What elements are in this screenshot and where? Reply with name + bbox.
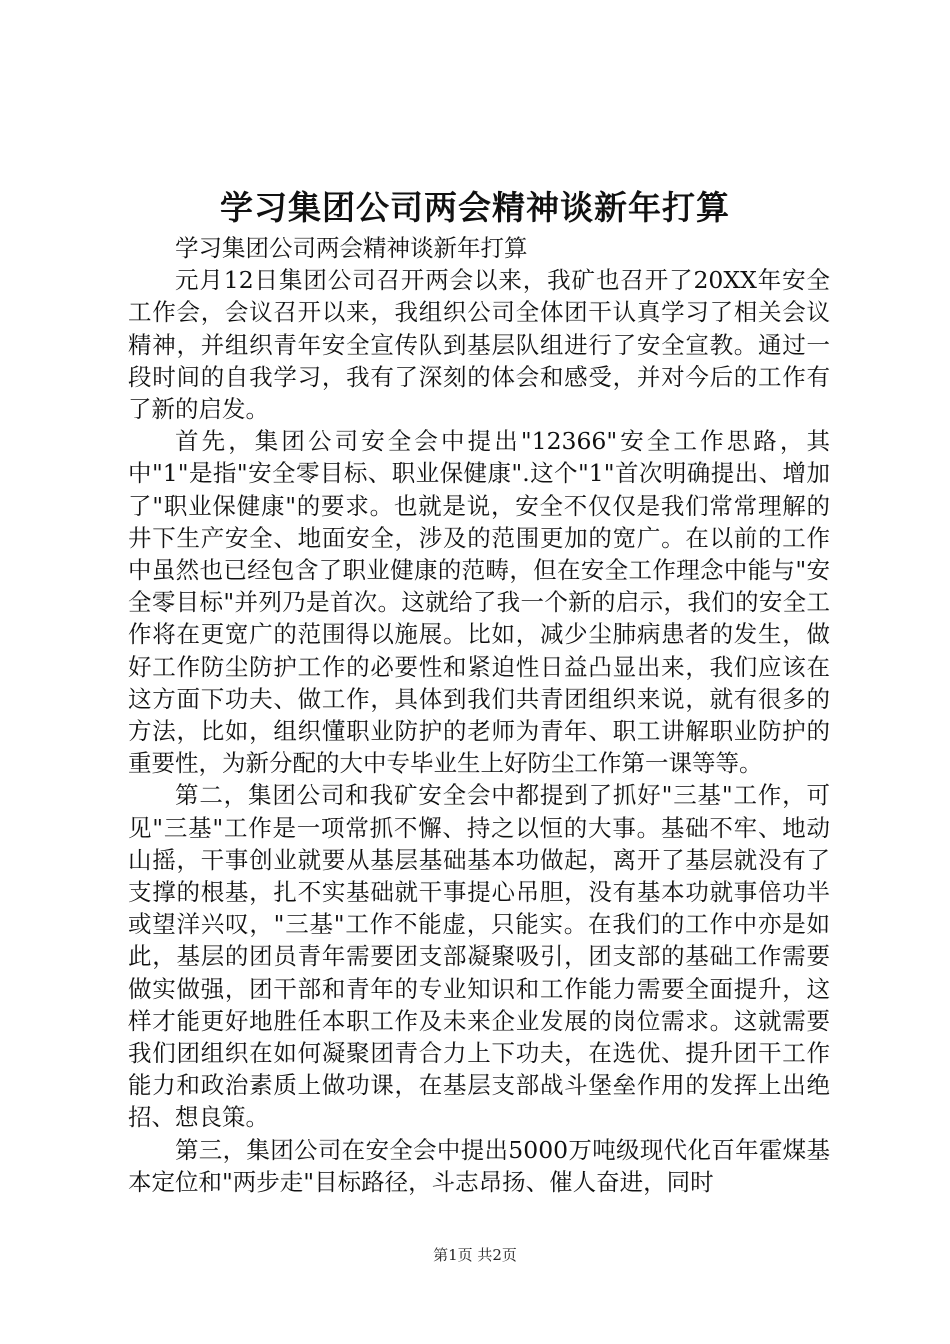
paragraph-third-point: 第三，集团公司在安全会中提出5000万吨级现代化百年霍煤基本定位和"两步走"目标路径，斗志昂扬、催人奋进，同时 [128,1135,830,1196]
page-footer: 第1页 共2页 [433,1246,517,1264]
document-body [128,232,830,1198]
document-title: 学习集团公司两会精神谈新年打算 [220,188,730,227]
paragraph-intro: 元月12日集团公司召开两会以来，我矿也召开了20XX年安全工作会，会议召开以来，我组织公司全体团干认真学习了相关会议精神，并组织青年安全宣传队到基层队组进行了安全宣教。通过一段时间的自我学习，我有了深刻的体会和感受，并对今后的工作有了新的启发。 [128,266,830,424]
document-subtitle: 学习集团公司两会精神谈新年打算 [175,234,528,262]
paragraph-second-point: 第二，集团公司和我矿安全会中都提到了抓好"三基"工作，可见"三基"工作是一项常抓不懈、持之以恒的大事。基础不牢、地动山摇，干事创业就要从基层基础基本功做起，离开了基层就没有了支撑的根基，扎不实基础就干事提心吊胆，没有基本功就事倍功半或望洋兴叹，"三基"工作不能虚，只能实。在我们的工作中亦是如此，基层的团员青年需要团支部凝聚吸引，团支部的基础工作需要做实做强，团干部和青年的专业知识和工作能力需要全面提升，这样才能更好地胜任本职工作及未来企业发展的岗位需求。这就需要我们团组织在如何凝聚团青合力上下功夫，在选优、提升团干工作能力和政治素质上做功课，在基层支部战斗堡垒作用的发挥上出绝招、想良策。 [128,781,830,1132]
paragraph-first-point: 首先，集团公司安全会中提出"12366"安全工作思路，其中"1"是指"安全零目标、职业保健康".这个"1"首次明确提出、增加了"职业保健康"的要求。也就是说，安全不仅仅是我们常常理解的井下生产安全、地面安全，涉及的范围更加的宽广。在以前的工作中虽然也已经包含了职业健康的范畴，但在安全工作理念中能与"安全零目标"并列乃是首次。这就给了我一个新的启示，我们的安全工作将在更宽广的范围得以施展。比如，减少尘肺病患者的发生，做好工作防尘防护工作的必要性和紧迫性日益凸显出来，我们应该在这方面下功夫、做工作，具体到我们共青团组织来说，就有很多的方法，比如，组织懂职业防护的老师为青年、职工讲解职业防护的重要性，为新分配的大中专毕业生上好防尘工作第一课等等。 [128,427,830,778]
